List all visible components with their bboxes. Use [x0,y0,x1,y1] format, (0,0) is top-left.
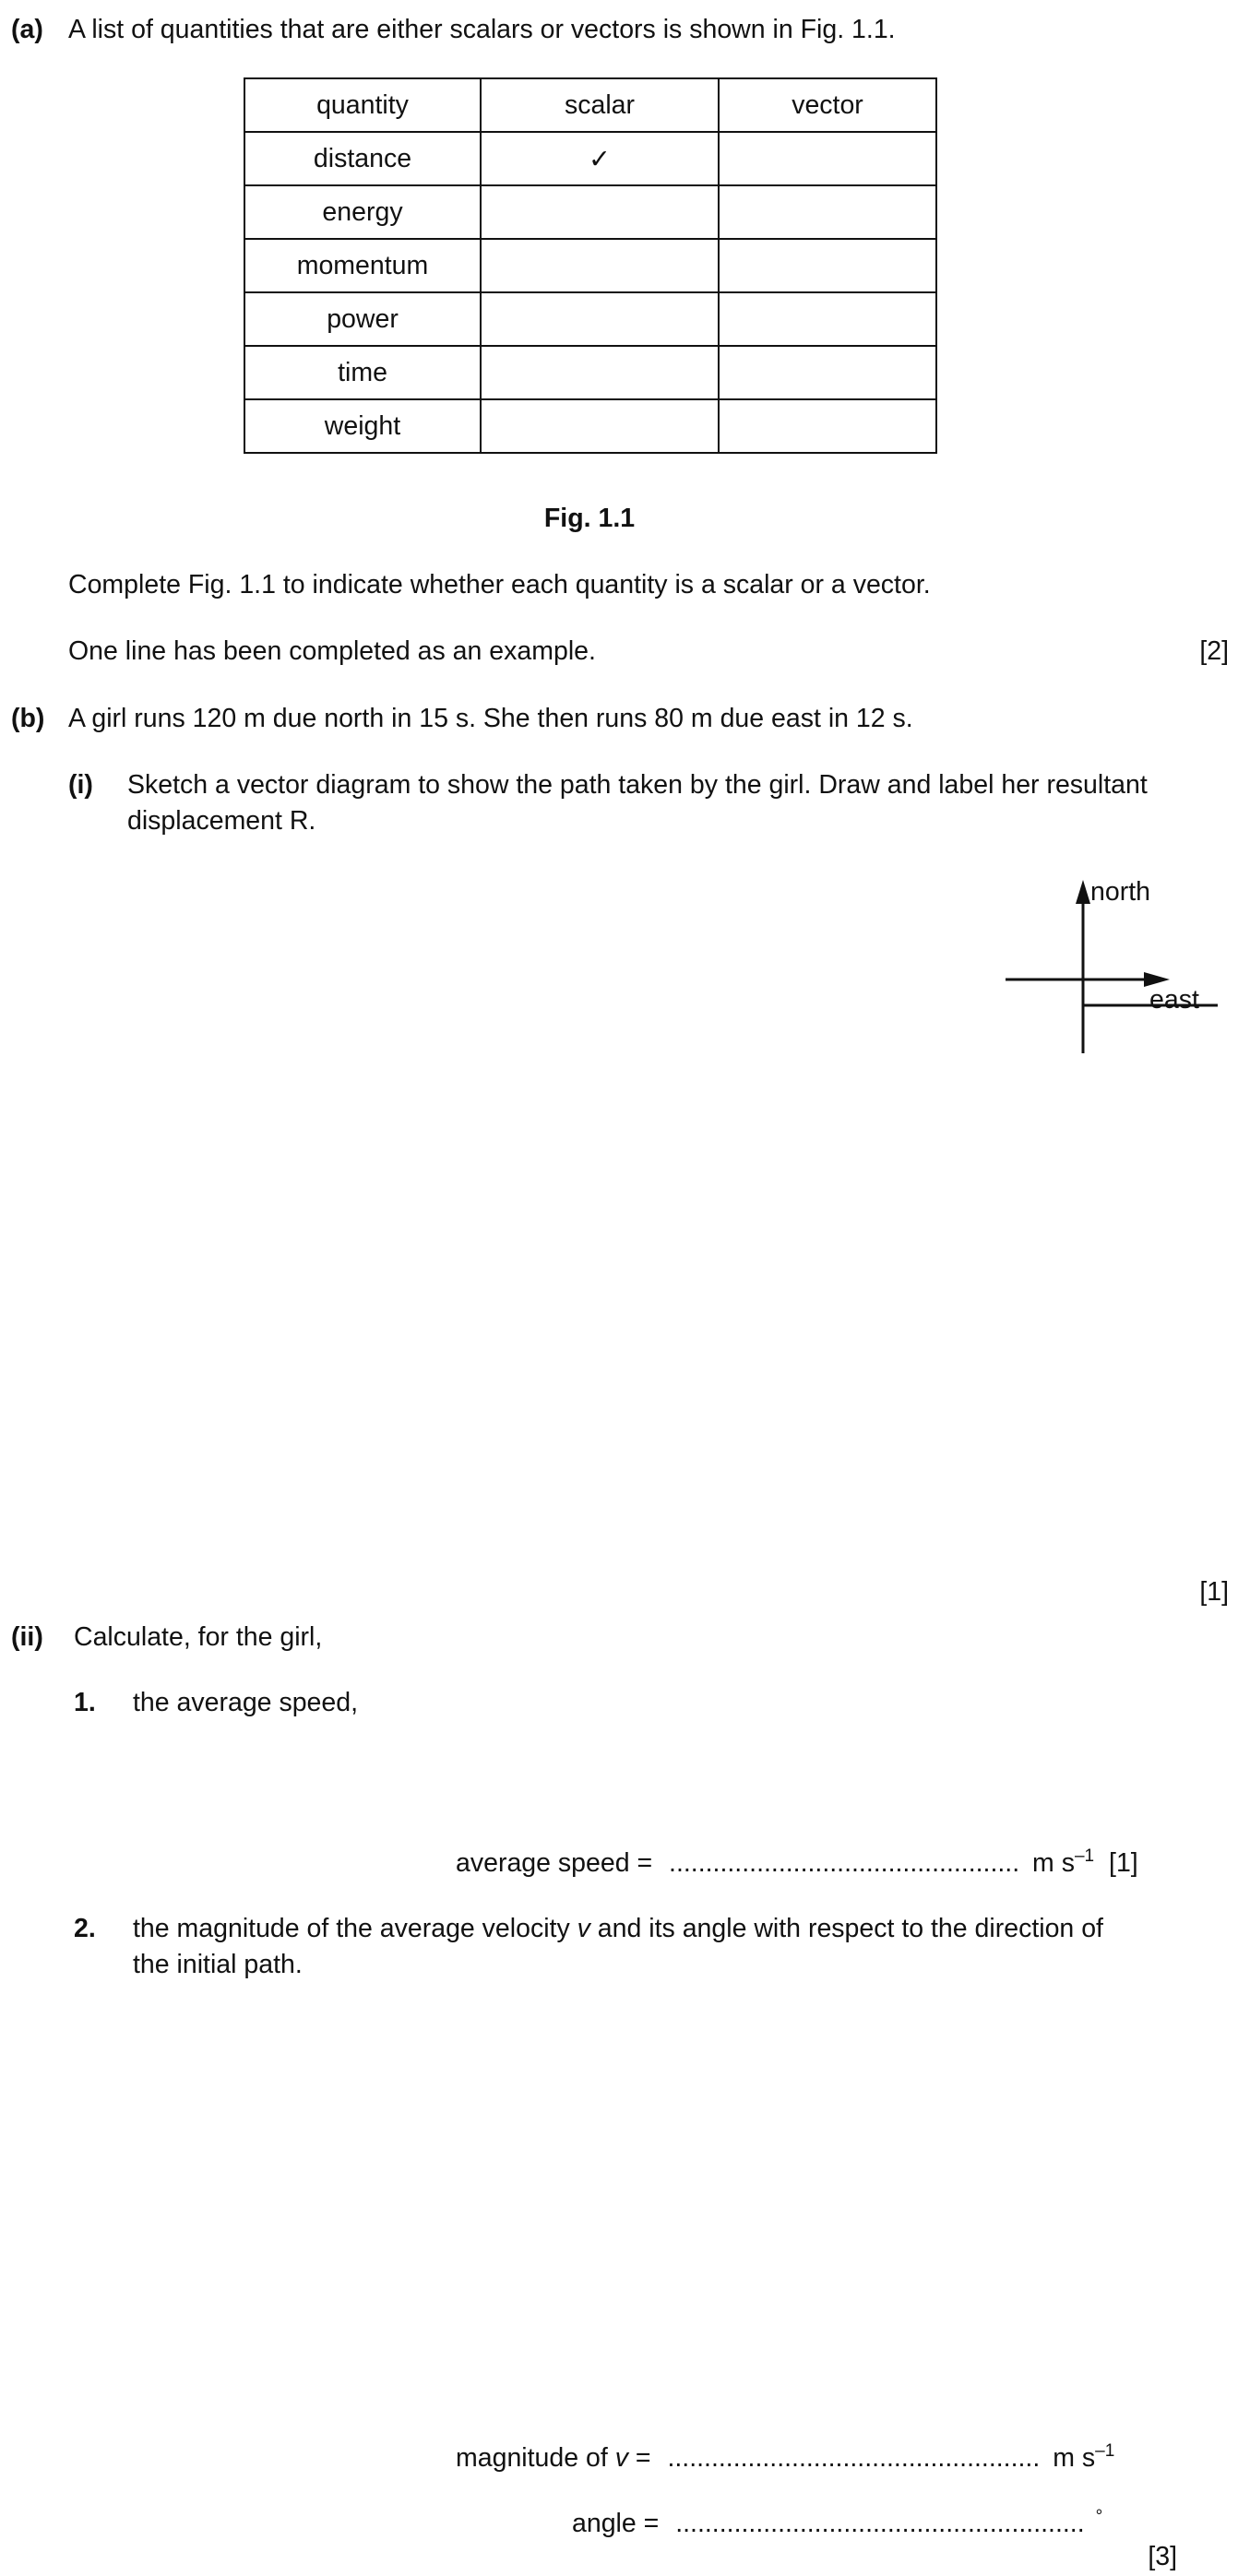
sub-ii-label: (ii) [11,1622,43,1652]
item2-text-part1: the magnitude of the average velocity [133,1914,577,1943]
quantity-cell: momentum [244,239,481,292]
item1-marks: [1] [1109,1848,1138,1878]
item2-marks: [3] [1148,2542,1177,2571]
angle-label: angle = [572,2509,660,2538]
table-header-row [244,78,936,132]
header-vector: vector [719,78,936,132]
vector-cell[interactable] [719,292,936,346]
average-speed-answer-line[interactable] [456,1846,1138,1878]
magnitude-answer-line[interactable] [456,2441,1115,2473]
north-arrowhead [1076,880,1090,904]
magnitude-eq: = [627,2443,651,2473]
item2-text-line2: the initial path. [133,1950,303,1979]
average-speed-unit-exp: –1 [1074,1846,1095,1866]
quantity-cell: distance [244,132,481,185]
header-scalar: scalar [481,78,719,132]
item1-number: 1. [74,1688,96,1717]
fig-caption: Fig. 1.1 [543,504,636,533]
vector-cell[interactable] [719,185,936,239]
table-row [244,292,936,346]
part-a-intro: A list of quantities that are either scalars or vectors is shown in Fig. 1.1. [68,15,896,44]
table-row [244,185,936,239]
vector-cell[interactable] [719,132,936,185]
angle-answer-line[interactable] [572,2507,1103,2538]
table-row [244,399,936,453]
magnitude-unit-exp: –1 [1095,2441,1115,2461]
magnitude-dots: ................................................... [667,2443,1041,2473]
scalar-cell[interactable] [481,185,719,239]
table-row [244,346,936,399]
header-quantity: quantity [244,78,481,132]
table-row [244,132,936,185]
table-row [244,239,936,292]
sub-i-text-line1: Sketch a vector diagram to show the path taken by the girl. Draw and label her resultant [127,770,1148,800]
velocity-symbol: v [577,1914,590,1943]
magnitude-unit: m s [1053,2443,1096,2473]
magnitude-symbol: v [614,2443,628,2473]
compass-north-label: north [1090,877,1150,907]
angle-unit: ° [1095,2507,1103,2526]
vector-cell[interactable] [719,239,936,292]
sub-i-label: (i) [68,770,93,800]
sub-ii-text: Calculate, for the girl, [74,1622,323,1652]
quantity-cell: power [244,292,481,346]
part-a-marks: [2] [1199,636,1229,666]
scalar-cell[interactable] [481,292,719,346]
part-a-example-note: One line has been completed as an example. [68,636,596,666]
quantity-cell: energy [244,185,481,239]
part-b-intro: A girl runs 120 m due north in 15 s. She then runs 80 m due east in 12 s. [68,704,913,733]
average-speed-label: average speed = [456,1848,653,1878]
scalar-cell[interactable]: ✓ [481,132,719,185]
vector-cell[interactable] [719,346,936,399]
angle-dots: ........................................................ [675,2509,1085,2538]
item2-text-part2: and its angle with respect to the direction of [589,1914,1103,1943]
quantity-cell: time [244,346,481,399]
part-a-label: (a) [11,15,43,44]
part-b-label: (b) [11,704,45,733]
compass-east-label: east [1149,985,1199,1015]
item1-text: the average speed, [133,1688,359,1717]
vector-cell[interactable] [719,399,936,453]
magnitude-label: magnitude of [456,2443,615,2473]
average-speed-unit: m s [1032,1848,1075,1878]
scalar-cell[interactable] [481,399,719,453]
scalar-cell[interactable] [481,239,719,292]
item2-text-line1 [133,1916,1103,1942]
item2-number: 2. [74,1914,96,1943]
sub-i-text-line2: displacement R. [127,806,316,836]
part-a-instruction: Complete Fig. 1.1 to indicate whether each quantity is a scalar or a vector. [68,570,931,599]
average-speed-dots: ................................................ [669,1848,1020,1878]
quantity-cell: weight [244,399,481,453]
sub-i-marks: [1] [1199,1577,1229,1607]
scalar-cell[interactable] [481,346,719,399]
quantities-table [244,77,937,454]
